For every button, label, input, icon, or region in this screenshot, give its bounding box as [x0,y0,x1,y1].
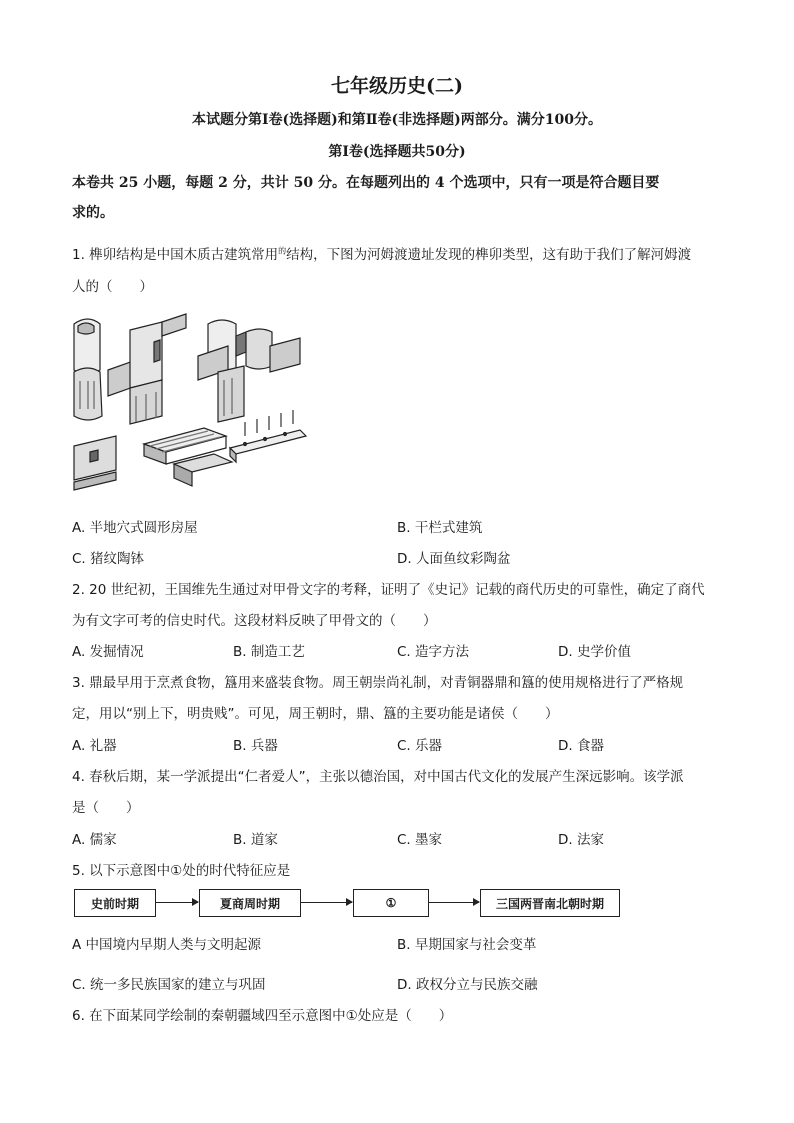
q5-option-b[interactable]: B. 早期国家与社会变革 [397,937,537,953]
q3-option-a[interactable]: A. 礼器 [72,738,117,754]
q2-option-a[interactable]: A. 发掘情况 [72,644,144,660]
q3-option-c[interactable]: C. 乐器 [397,738,443,754]
page-title: 七年级历史(二) [331,75,463,97]
q5-option-c[interactable]: C. 统一多民族国家的建立与巩固 [72,977,266,993]
q4-stem-line1: 4. 春秋后期，某一学派提出“仁者爱人”，主张以德治国，对中国古代文化的发展产生深远影响。该学派 [72,769,684,785]
q1-option-b[interactable]: B. 干栏式建筑 [397,520,483,536]
flow-arrow-3 [429,902,479,903]
q4-option-b[interactable]: B. 道家 [233,832,278,848]
flow-box-three-kingdoms: 三国两晋南北朝时期 [480,889,620,917]
mortise-tenon-illustration [70,306,310,502]
q3-option-d[interactable]: D. 食器 [558,738,604,754]
q1-option-a[interactable]: A. 半地穴式圆形房屋 [72,520,198,536]
q2-stem-line1: 2. 20 世纪初，王国维先生通过对甲骨文字的考释，证明了《史记》记载的商代历史的可靠性，确定了商代 [72,582,705,598]
q4-option-a[interactable]: A. 儒家 [72,832,117,848]
q2-option-c[interactable]: C. 造字方法 [397,644,470,660]
q3-option-b[interactable]: B. 兵器 [233,738,278,754]
flow-arrow-1 [156,902,198,903]
exam-intro: 本试题分第Ⅰ卷(选择题)和第Ⅱ卷(非选择题)两部分。满分100分。 [191,112,603,128]
timeline-flowchart [70,886,630,922]
mortise-tenon-figure [70,306,310,502]
q1-option-c[interactable]: C. 猪纹陶钵 [72,551,145,567]
q1-stem-line1 [72,243,691,263]
q2-option-b[interactable]: B. 制造工艺 [233,644,305,660]
q5-option-d[interactable]: D. 政权分立与民族交融 [397,977,538,993]
q3-stem-line1: 3. 鼎最早用于烹煮食物，簋用来盛装食物。周王朝崇尚礼制，对青铜器鼎和簋的使用规格进行了严格规 [72,675,684,691]
flow-arrow-2 [301,902,352,903]
q4-option-c[interactable]: C. 墨家 [397,832,443,848]
q4-option-d[interactable]: D. 法家 [558,832,604,848]
q2-stem-line2: 为有文字可考的信史时代。这段材料反映了甲骨文的（ ） [72,613,437,629]
q2-option-d[interactable]: D. 史学价值 [558,644,631,660]
q5-option-a[interactable]: A 中国境内早期人类与文明起源 [72,937,262,953]
flow-box-blank: ① [353,889,429,917]
flow-box-prehistoric: 史前时期 [74,889,156,917]
q5-stem-line1: 5. 以下示意图中①处的时代特征应是 [72,863,291,879]
instruction-line-2: 求的。 [72,205,114,221]
section-heading: 第Ⅰ卷(选择题共50分) [328,144,466,160]
q1-option-d[interactable]: D. 人面鱼纹彩陶盆 [397,551,511,567]
instruction-line-1: 本卷共 25 小题，每题 2 分，共计 50 分。在每题列出的 4 个选项中，只有一项是符合题目要 [72,175,660,191]
q1-stem-part-b: 结构，下图为河姆渡遗址发现的榫卯类型，这有助于我们了解河姆渡 [286,247,692,263]
q3-stem-line2: 定，用以“别上下，明贵贱”。可见，周王朝时，鼎、簋的主要功能是诸侯（ ） [72,706,559,722]
q4-stem-line2: 是（ ） [72,800,140,816]
q1-stem-part-a: 1. 榫卯结构是中国木质古建筑常用 [72,247,279,263]
q1-stem-line2: 人的（ ） [72,279,153,295]
q1-stem-superscript: 的 [278,246,287,256]
q6-stem-line1: 6. 在下面某同学绘制的秦朝疆域四至示意图中①处应是（ ） [72,1008,453,1024]
flow-box-xia-shang-zhou: 夏商周时期 [199,889,301,917]
